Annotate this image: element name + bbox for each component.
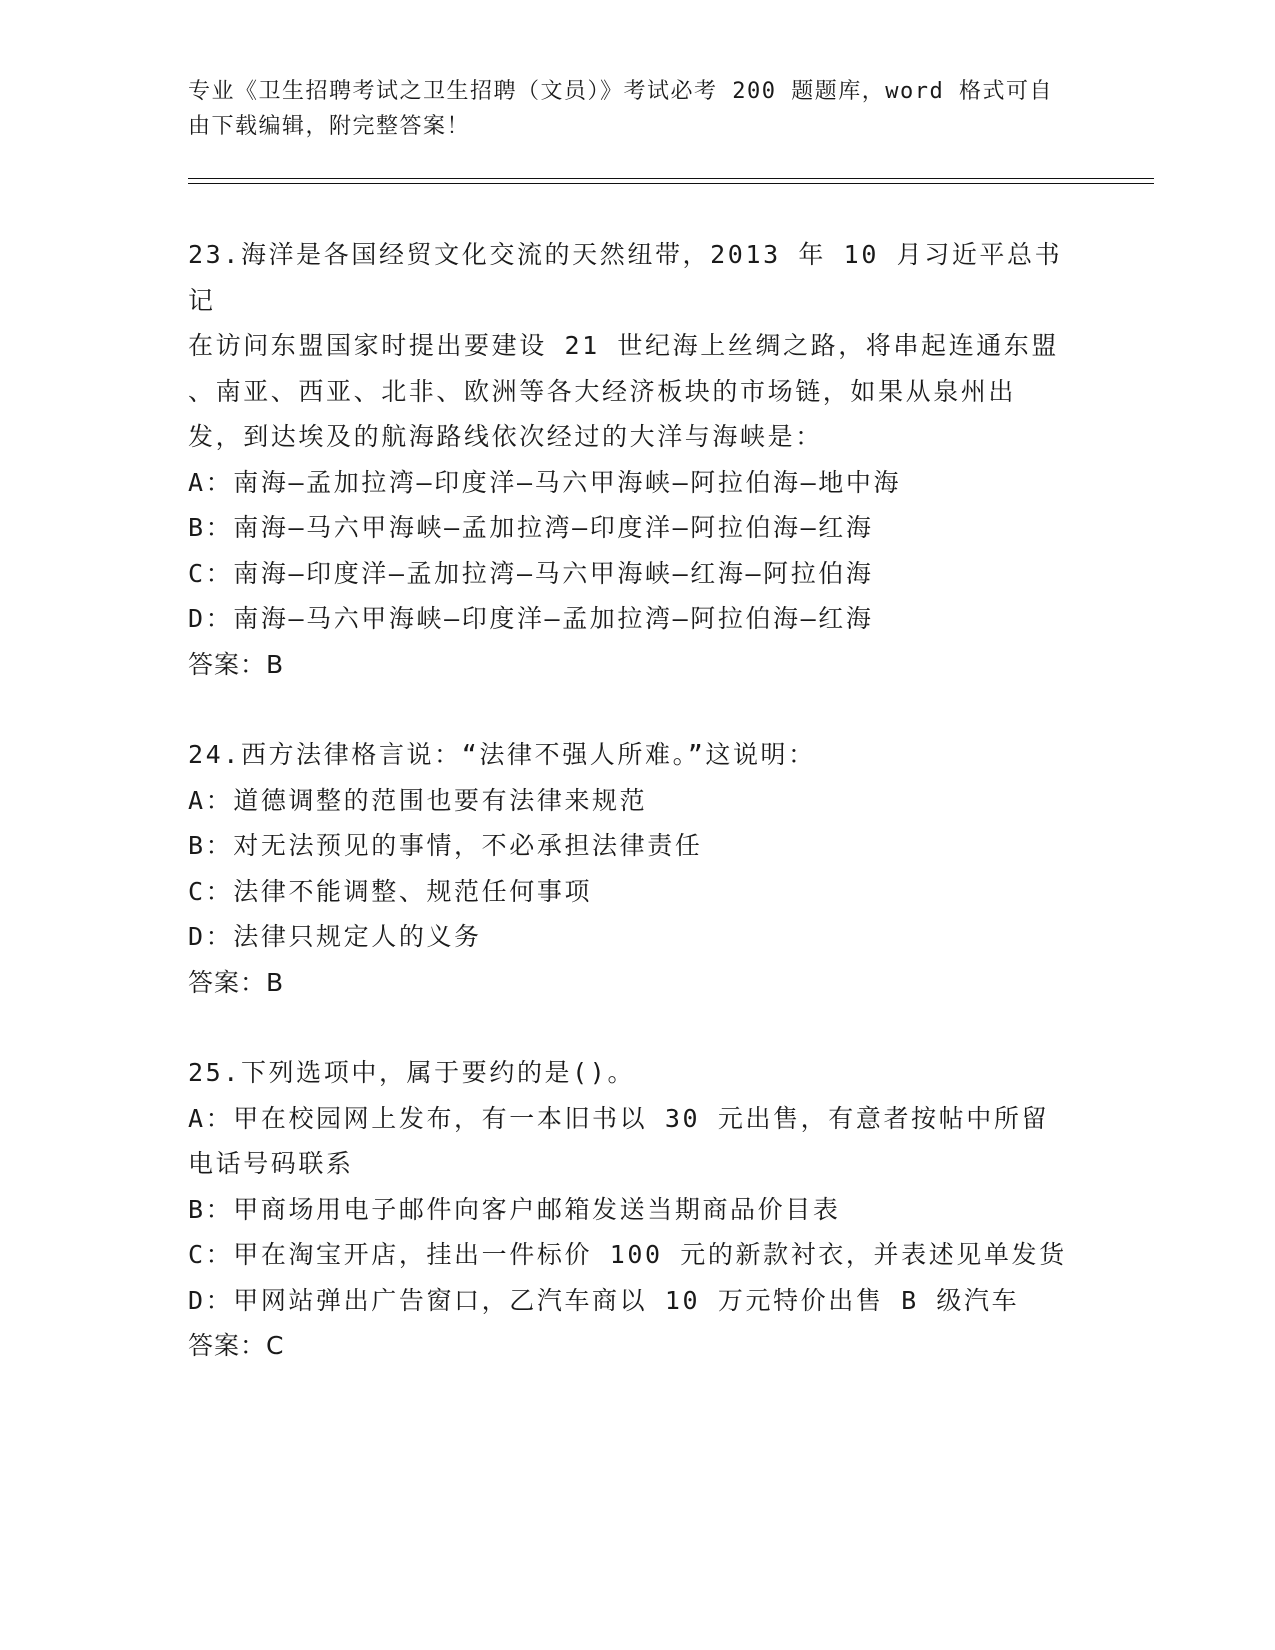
- option-b: B：南海—马六甲海峡—孟加拉湾—印度洋—阿拉伯海—红海: [188, 513, 874, 542]
- question-stem-line: 发，到达埃及的航海路线依次经过的大洋与海峡是：: [188, 422, 823, 451]
- document-header: [188, 74, 1088, 144]
- question-stem-line: 、南亚、西亚、北非、欧洲等各大经济板块的市场链，如果从泉州出: [188, 376, 1017, 406]
- question-stem-line: 25.下列选项中，属于要约的是()。: [188, 1058, 636, 1087]
- option-a-continued: 电话号码联系: [188, 1149, 354, 1178]
- answer-label: 答案：B: [188, 967, 285, 997]
- option-a: A：甲在校园网上发布，有一本旧书以 30 元出售，有意者按帖中所留: [188, 1103, 1050, 1133]
- option-a: A：道德调整的范围也要有法律来规范: [188, 785, 648, 815]
- question-stem-line: 24.西方法律格言说：“法律不强人所难。”这说明：: [188, 740, 816, 769]
- question-stem-line: 在访问东盟国家时提出要建设 21 世纪海上丝绸之路，将串起连通东盟: [188, 331, 1060, 360]
- header-line-1: 专业《卫生招聘考试之卫生招聘（文员）》考试必考 200 题题库，word 格式可自: [188, 79, 1053, 104]
- option-c: C：甲在淘宝开店，挂出一件标价 100 元的新款衬衣，并表述见单发货: [188, 1240, 1067, 1269]
- option-c: C：南海—印度洋—孟加拉湾—马六甲海峡—红海—阿拉伯海: [188, 558, 874, 588]
- question-23: [188, 232, 1088, 687]
- question-stem-line: 23.海洋是各国经贸文化交流的天然纽带，2013 年 10 月习近平总书记: [188, 240, 1063, 315]
- option-b: B：对无法预见的事情，不必承担法律责任: [188, 831, 703, 860]
- answer-label: 答案：B: [188, 649, 285, 679]
- option-b: B：甲商场用电子邮件向客户邮箱发送当期商品价目表: [188, 1194, 841, 1224]
- option-a: A：南海—孟加拉湾—印度洋—马六甲海峡—阿拉伯海—地中海: [188, 467, 902, 497]
- header-divider-top: [188, 178, 1154, 179]
- answer-label: 答案：C: [188, 1331, 285, 1360]
- header-divider-bottom: [188, 183, 1154, 184]
- option-d: D：法律只规定人的义务: [188, 922, 482, 951]
- option-d: D：甲网站弹出广告窗口，乙汽车商以 10 万元特价出售 B 级汽车: [188, 1285, 1020, 1315]
- option-c: C：法律不能调整、规范任何事项: [188, 876, 593, 906]
- header-line-2: 由下载编辑，附完整答案！: [188, 114, 471, 139]
- option-d: D：南海—马六甲海峡—印度洋—孟加拉湾—阿拉伯海—红海: [188, 604, 874, 633]
- question-list: [188, 232, 1088, 1414]
- question-25: [188, 1050, 1088, 1369]
- question-24: [188, 732, 1088, 1005]
